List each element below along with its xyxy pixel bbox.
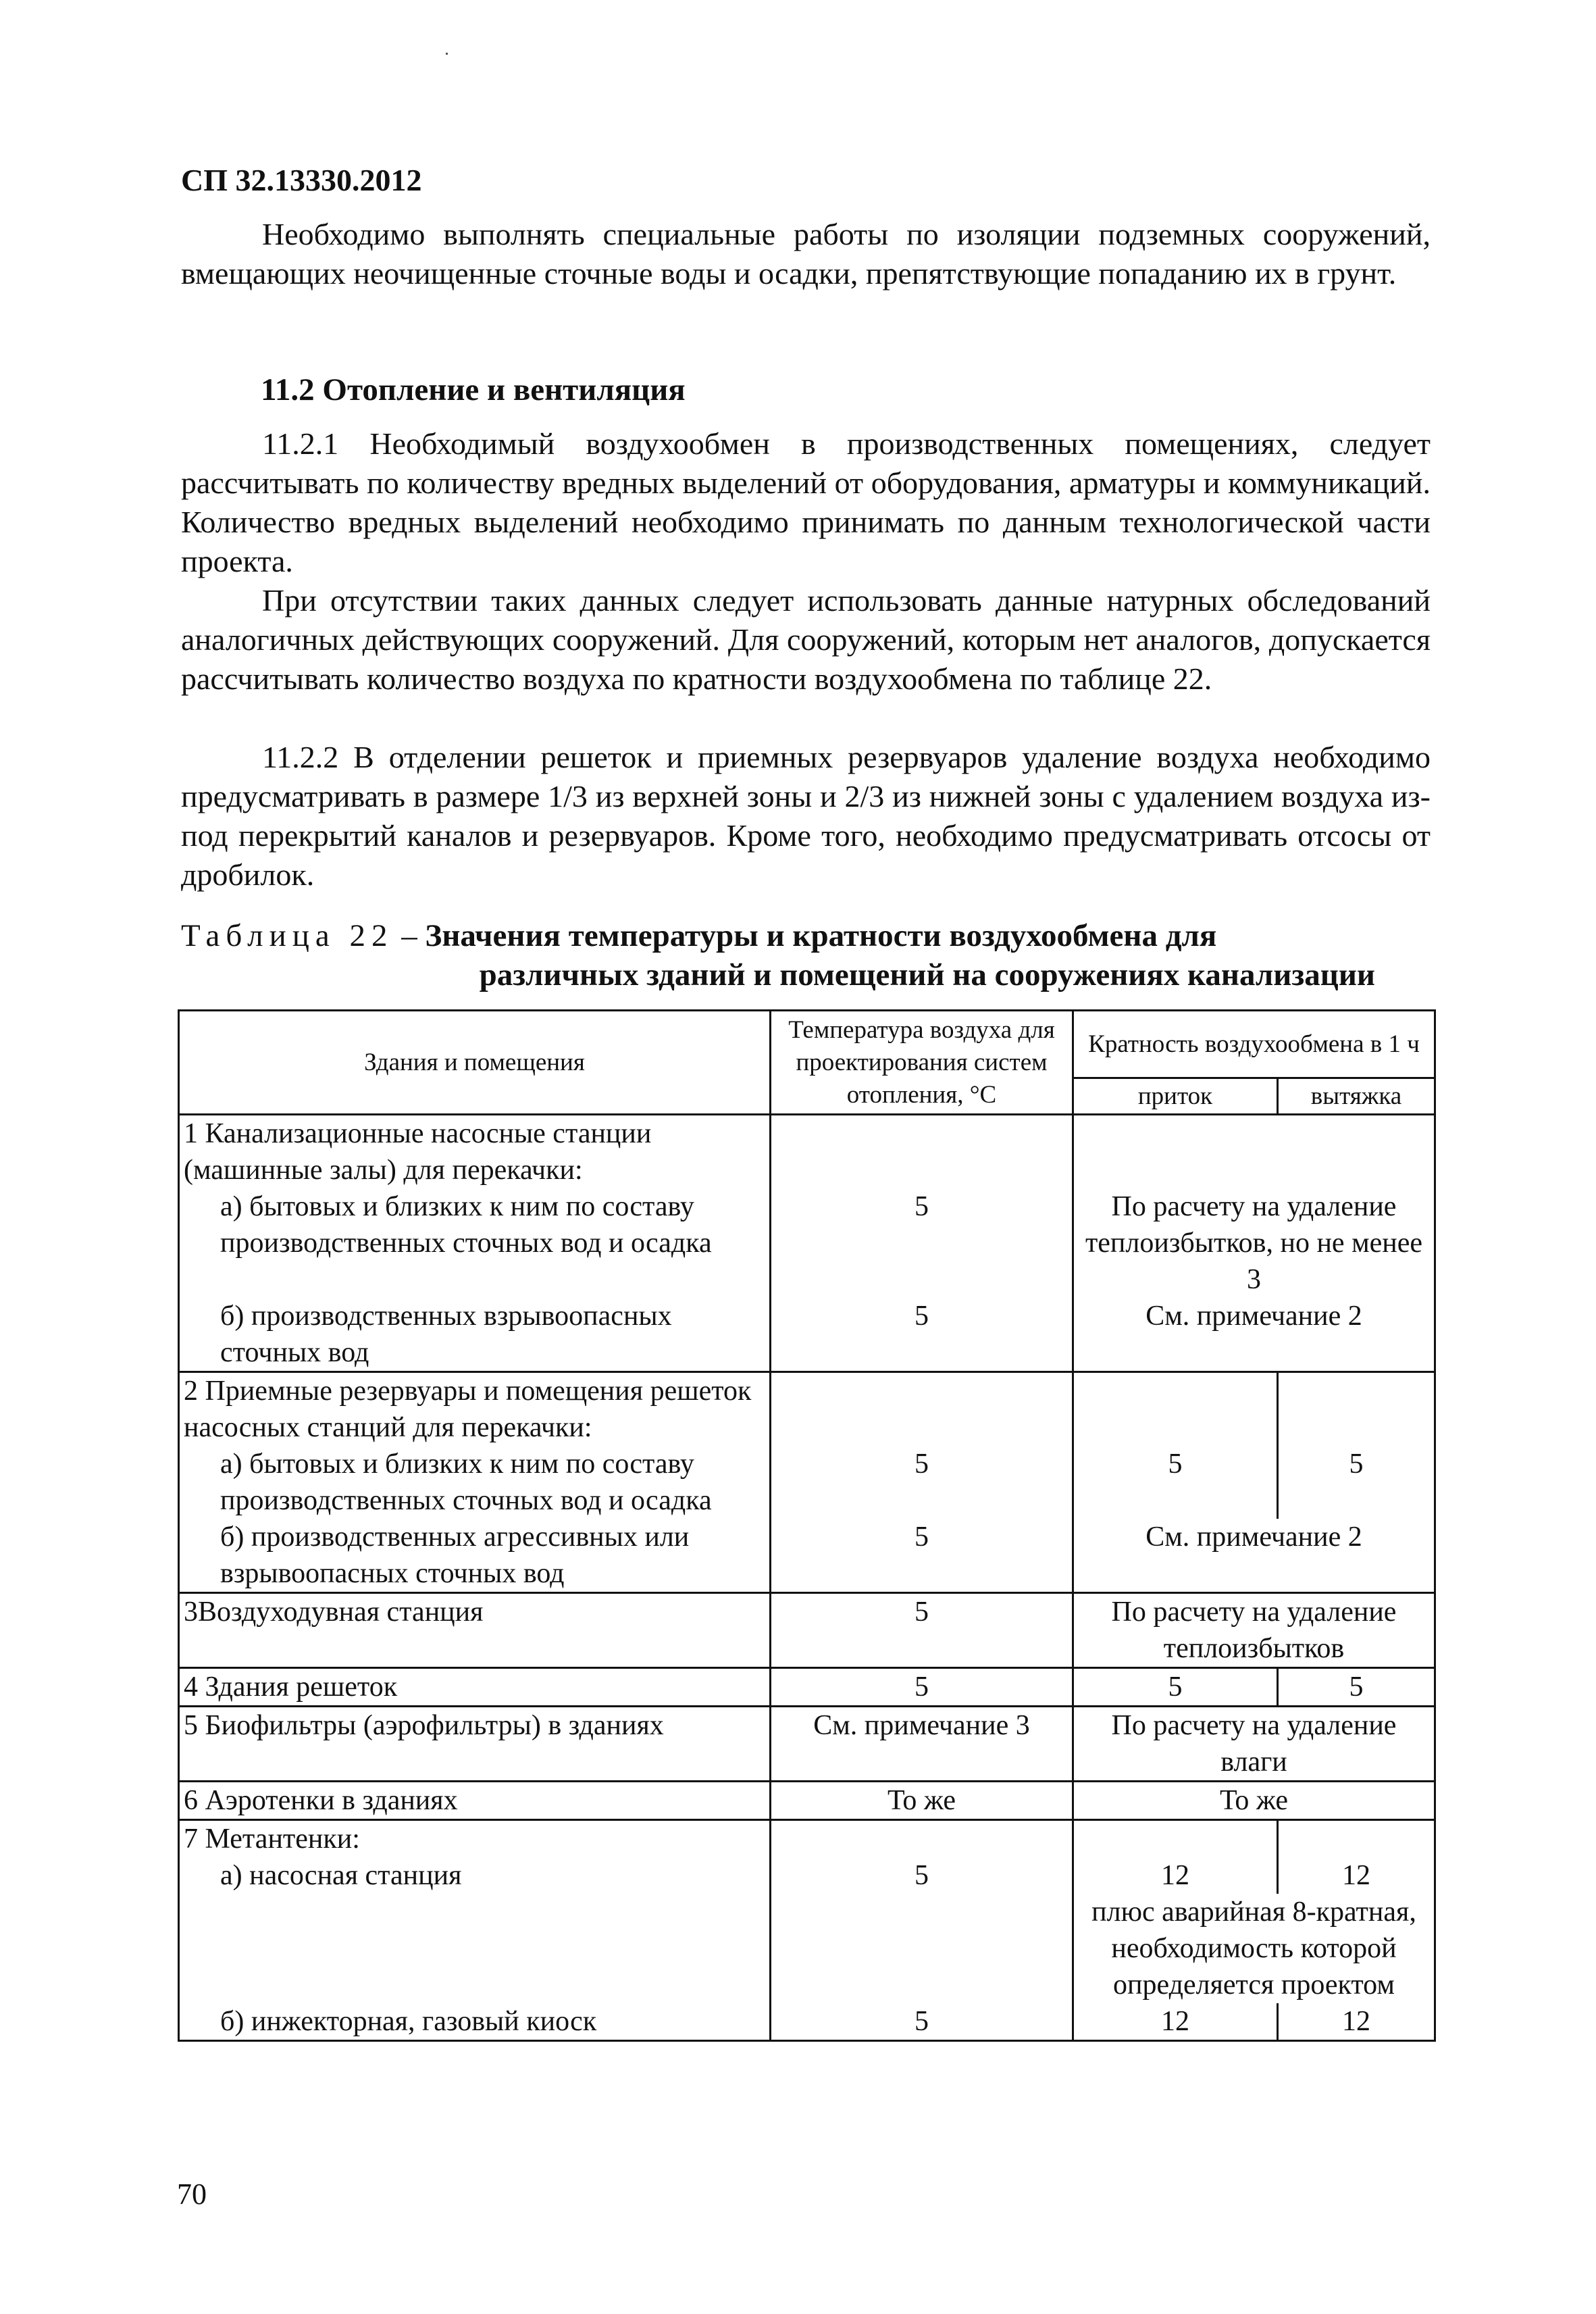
row-7b-temp: 5 xyxy=(771,2003,1073,2041)
header-temperature: Температура воздуха для проектирования систем отопления, °С xyxy=(771,1011,1073,1115)
table-row xyxy=(179,1519,1435,1593)
paragraph-11-2-1-cont: При отсутствии таких данных следует использовать данные натурных обследований аналогичных действующих сооружений. Для сооружений, которым нет аналогов, допускается рассчитывать количество воздуха по кратности воздухообмена по таблице 22. xyxy=(181,583,1431,696)
row-2b-rate: См. примечание 2 xyxy=(1073,1519,1435,1593)
row-1a-rate: По расчету на удаление теплоизбытков, но не менее 3 xyxy=(1073,1188,1435,1298)
row-3-rate: По расчету на удаление теплоизбытков xyxy=(1073,1593,1435,1668)
row-2-title: 2 Приемные резервуары и помещения решеток насосных станций для перекачки: xyxy=(179,1372,771,1447)
table-row xyxy=(179,1894,1435,2003)
row-7a-name: а) насосная станция xyxy=(179,1857,771,1894)
table-row xyxy=(179,1820,1435,1858)
row-2a-name: а) бытовых и близких к ним по составу производственных сточных вод и осадка xyxy=(179,1446,771,1519)
row-1b-rate: См. примечание 2 xyxy=(1073,1298,1435,1372)
row-6-rate: То же xyxy=(1073,1782,1435,1820)
row-6-name: 6 Аэротенки в зданиях xyxy=(179,1782,771,1820)
table-row xyxy=(179,2003,1435,2041)
row-7b-supply: 12 xyxy=(1073,2003,1278,2041)
table-row xyxy=(179,1857,1435,1894)
header-buildings: Здания и помещения xyxy=(179,1011,771,1115)
table-row xyxy=(179,1188,1435,1298)
row-1-title: 1 Канализационные насосные станции (машинные залы) для перекачки: xyxy=(179,1115,771,1189)
row-2a-supply: 5 xyxy=(1073,1446,1278,1519)
table-caption-dash: – xyxy=(393,918,426,953)
row-3-temp: 5 xyxy=(771,1593,1073,1668)
row-7a-temp: 5 xyxy=(771,1857,1073,1894)
table-row xyxy=(179,1668,1435,1707)
row-1b-name: б) производственных взрывоопасных сточных вод xyxy=(179,1298,771,1372)
header-exhaust: вытяжка xyxy=(1278,1078,1435,1115)
table-title-line2: различных зданий и помещений на сооружениях канализации xyxy=(479,957,1375,992)
row-1a-name: а) бытовых и близких к ним по составу производственных сточных вод и осадка xyxy=(179,1188,771,1298)
row-1b-temp: 5 xyxy=(771,1298,1073,1372)
header-rate: Кратность воздухообмена в 1 ч xyxy=(1073,1011,1435,1078)
paragraph-11-2-1: 11.2.1 Необходимый воздухообмен в производственных помещениях, следует рассчитывать по количеству вредных выделений от оборудования, арматуры и коммуникаций. Количество вредных выделений необходимо принимать по данным технологической части проекта. xyxy=(181,426,1431,578)
header-supply: приток xyxy=(1073,1078,1278,1115)
row-7a-supply: 12 xyxy=(1073,1857,1278,1894)
table-title-line1: Значения температуры и кратности воздухообмена для xyxy=(425,918,1217,953)
table-row xyxy=(179,1782,1435,1820)
row-3-name: 3Воздуходувная станция xyxy=(179,1593,771,1668)
row-7b-name: б) инжекторная, газовый киоск xyxy=(179,2003,771,2041)
row-2a-temp: 5 xyxy=(771,1446,1073,1519)
row-2b-name: б) производственных агрессивных или взрывоопасных сточных вод xyxy=(179,1519,771,1593)
row-4-supply: 5 xyxy=(1073,1668,1278,1707)
table-row xyxy=(179,1707,1435,1782)
row-4-name: 4 Здания решеток xyxy=(179,1668,771,1707)
table-row xyxy=(179,1115,1435,1189)
row-5-rate: По расчету на удаление влаги xyxy=(1073,1707,1435,1782)
table-row xyxy=(179,1446,1435,1519)
page-number: 70 xyxy=(177,2178,207,2211)
table-caption xyxy=(181,916,1431,955)
paragraph-11-2-2: 11.2.2 В отделении решеток и приемных резервуаров удаление воздуха необходимо предусматривать в размере 1/3 из верхней зоны и 2/3 из нижней зоны с удалением воздуха из-под перекрытий каналов и резервуаров. Кроме того, необходимо предусматривать отсосы от дробилок. xyxy=(181,740,1431,892)
row-7b-exhaust: 12 xyxy=(1278,2003,1435,2041)
row-5-temp: См. примечание 3 xyxy=(771,1707,1073,1782)
row-4-exhaust: 5 xyxy=(1278,1668,1435,1707)
row-2a-exhaust: 5 xyxy=(1278,1446,1435,1519)
row-7-title: 7 Метантенки: xyxy=(179,1820,771,1858)
row-6-temp: То же xyxy=(771,1782,1073,1820)
row-7a-note: плюс аварийная 8-кратная, необходимость которой определяется проектом xyxy=(1073,1894,1435,2003)
section-title: 11.2 Отопление и вентиляция xyxy=(261,372,686,407)
scan-speck xyxy=(446,53,448,55)
table-header-row xyxy=(179,1011,1435,1078)
table-22 xyxy=(178,1009,1436,2042)
table-row xyxy=(179,1372,1435,1447)
table-label: Таблица 22 xyxy=(181,918,394,953)
row-5-name: 5 Биофильтры (аэрофильтры) в зданиях xyxy=(179,1707,771,1782)
intro-paragraph: Необходимо выполнять специальные работы по изоляции подземных сооружений, вмещающих неочищенные сточные воды и осадки, препятствующие попаданию их в грунт. xyxy=(181,217,1431,291)
row-1a-temp: 5 xyxy=(771,1188,1073,1298)
table-row xyxy=(179,1593,1435,1668)
row-7a-exhaust: 12 xyxy=(1278,1857,1435,1894)
row-2b-temp: 5 xyxy=(771,1519,1073,1593)
table-row xyxy=(179,1298,1435,1372)
document-code: СП 32.13330.2012 xyxy=(181,163,422,197)
row-4-temp: 5 xyxy=(771,1668,1073,1707)
